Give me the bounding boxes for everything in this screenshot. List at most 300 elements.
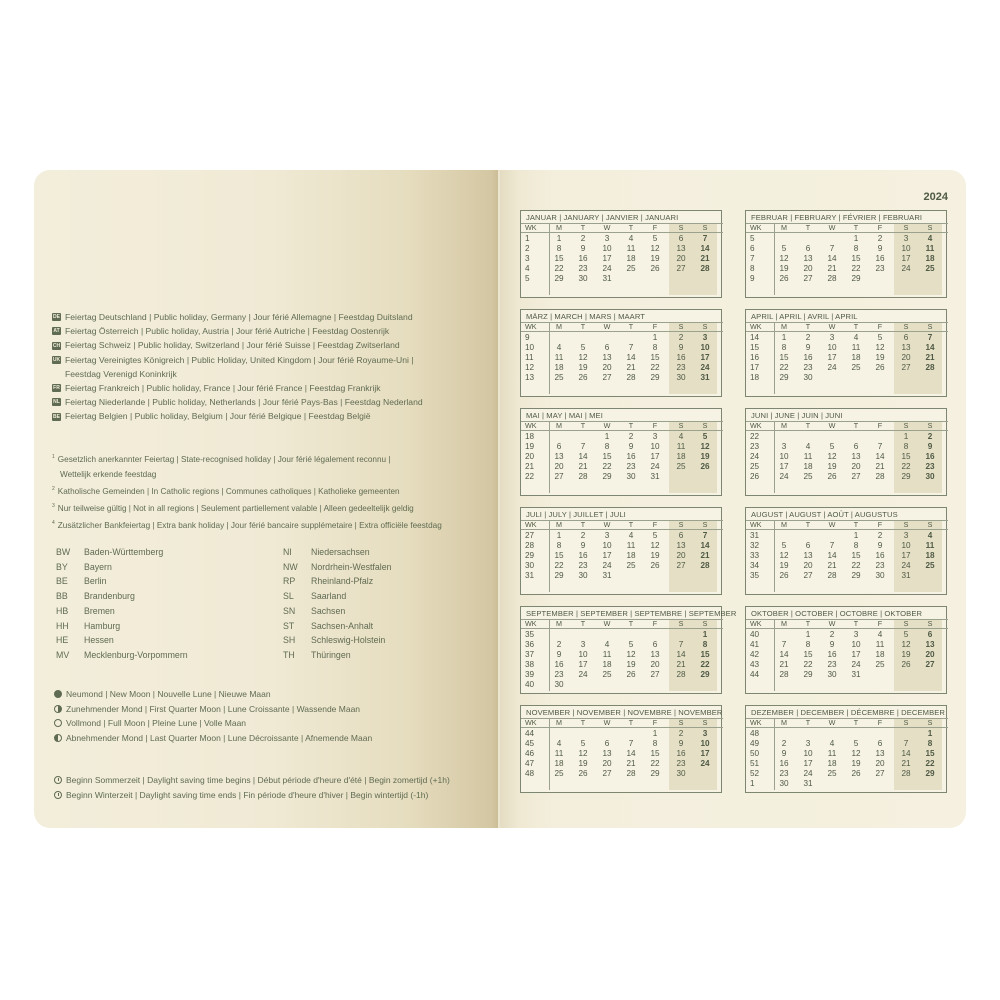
day-cell: 27 [650,670,660,679]
day-cell: 15 [700,650,710,659]
day-cell: 21 [779,660,789,669]
weekday-header: M [781,619,787,628]
day-cell: 26 [779,274,789,283]
clock-icon [54,776,62,784]
week-number: 40 [750,630,760,639]
weekday-header: M [781,421,787,430]
day-cell: 14 [578,452,588,461]
day-cell: 22 [650,363,660,372]
month-calendar [745,309,947,397]
week-number: 24 [750,452,760,461]
day-cell: 9 [556,650,562,659]
day-cell: 18 [554,363,564,372]
day-cell: 15 [650,353,660,362]
footnote-mark: 2 [52,486,55,492]
day-cell: 12 [875,343,885,352]
day-cell: 31 [851,670,861,679]
day-cell: 19 [779,264,789,273]
day-cell: 23 [676,759,686,768]
flag-icon: CH [52,342,61,349]
weekday-header: M [781,322,787,331]
day-cell: 7 [877,442,883,451]
day-cell: 24 [803,769,813,778]
state-row [56,648,276,663]
day-cell: 5 [903,630,909,639]
weekday-header: T [853,223,859,232]
day-cell: 10 [700,739,710,748]
day-cell: 12 [626,650,636,659]
weekday-header: T [628,520,634,529]
weekday-header: WK [525,718,537,727]
weekday-header: F [652,421,658,430]
day-cell: 5 [580,739,586,748]
week-number: 49 [750,739,760,748]
moon-phase-text: Vollmond | Full Moon | Pleine Lune | Volle Maan [66,718,247,729]
day-cell: 22 [554,561,564,570]
day-cell: 4 [678,432,684,441]
day-cell: 28 [626,373,636,382]
week-number: 38 [525,660,535,669]
state-row [56,560,276,575]
day-cell: 20 [851,462,861,471]
dst-text: Beginn Sommerzeit | Daylight saving time begins | Début période d'heure d'été | Begin zomertijd (+1h) [66,775,450,785]
states-right-column [283,545,503,663]
holiday-legend-text: Feiertag Deutschland | Public holiday, Germany | Jour férié Allemagne | Feestdag Duitsland [65,312,413,322]
month-title: MÄRZ | MARCH | MARS | MAART [526,312,646,321]
weekday-header: T [853,421,859,430]
week-number: 31 [750,531,760,540]
moon-phase-text: Abnehmender Mond | Last Quarter Moon | Lune Décroissante | Afnemende Maan [66,732,373,743]
week-number: 25 [750,462,760,471]
day-cell: 29 [901,472,911,481]
day-cell: 19 [851,759,861,768]
weekday-header: T [580,421,586,430]
day-cell: 2 [678,333,684,342]
day-cell: 26 [851,769,861,778]
week-number: 7 [750,254,755,263]
day-cell: 10 [650,442,660,451]
day-cell: 5 [829,442,835,451]
day-cell: 1 [702,630,708,639]
day-cell: 1 [652,729,658,738]
day-cell: 21 [827,561,837,570]
state-code: SL [283,591,294,602]
day-cell: 25 [851,363,861,372]
day-cell: 22 [602,462,612,471]
day-cell: 26 [578,373,588,382]
month-title: JUNI | JUNE | JUIN | JUNI [751,411,843,420]
day-cell: 28 [578,472,588,481]
moon-phase-item [54,687,372,702]
flag-icon: FR [53,385,60,392]
week-number: 2 [525,244,530,253]
day-cell: 23 [626,462,636,471]
weekday-header: T [580,619,586,628]
day-cell: 30 [578,571,588,580]
weekday-header: F [652,619,658,628]
state-name: Sachsen [311,605,346,616]
weekday-header: M [556,718,562,727]
day-cell: 28 [626,769,636,778]
day-cell: 15 [554,254,564,263]
state-code: BB [56,591,68,602]
weekday-header: T [805,223,811,232]
state-row [283,574,503,589]
day-cell: 13 [676,541,686,550]
dst-item [54,788,450,803]
weekday-header: M [781,718,787,727]
new-moon-icon [54,690,62,698]
day-cell: 5 [781,541,787,550]
day-cell: 10 [901,541,911,550]
day-cell: 17 [901,551,911,560]
dst-text: Beginn Winterzeit | Daylight saving time ends | Fin période d'heure d'hiver | Begin wintertijd (-1h) [66,789,429,800]
day-cell: 7 [781,640,787,649]
state-name: Schleswig-Holstein [311,635,386,646]
day-cell: 30 [676,769,686,778]
day-cell: 1 [853,531,859,540]
moon-phase-item [54,731,372,746]
day-cell: 10 [851,640,861,649]
state-name: Brandenburg [84,591,135,602]
weekday-header: T [853,718,859,727]
weekday-header: F [877,718,883,727]
day-cell: 13 [803,551,813,560]
holiday-legend-item [52,353,423,367]
weekday-header: S [678,520,684,529]
month-title: AUGUST | AUGUST | AOÛT | AUGUSTUS [751,510,898,519]
day-cell: 11 [803,452,813,461]
weekday-header: F [877,322,883,331]
weekday-header: T [805,619,811,628]
day-cell: 1 [556,234,562,243]
day-cell: 2 [877,234,883,243]
day-cell: 7 [927,333,933,342]
day-cell: 21 [626,363,636,372]
day-cell: 25 [602,670,612,679]
day-cell: 20 [554,462,564,471]
weekday-header: W [828,322,836,331]
day-cell: 11 [925,541,935,550]
weekday-header: T [628,322,634,331]
weekday-header: WK [525,619,537,628]
day-cell: 2 [781,739,787,748]
day-cell: 2 [556,640,562,649]
flag-icon: UK [52,356,61,363]
day-cell: 1 [853,234,859,243]
weekday-header: T [628,223,634,232]
year-label: 2024 [923,191,948,203]
state-code: BE [56,576,68,587]
weekday-header: WK [750,322,762,331]
weekday-header: WK [750,619,762,628]
state-name: Bremen [84,605,115,616]
day-cell: 12 [851,749,861,758]
state-row [56,633,276,648]
day-cell: 7 [829,244,835,253]
week-number: 9 [750,274,755,283]
footnote [52,482,442,499]
week-number: 13 [525,373,535,382]
day-cell: 9 [877,244,883,253]
week-number: 40 [525,680,535,689]
day-cell: 28 [700,264,710,273]
holiday-legend-text: Feiertag Belgien | Public holiday, Belgium | Jour férié Belgique | Feestdag België [65,411,371,422]
day-cell: 19 [901,650,911,659]
week-number: 5 [525,274,530,283]
day-cell: 20 [803,561,813,570]
day-cell: 15 [602,452,612,461]
weekday-header: S [927,223,933,232]
day-cell: 24 [901,561,911,570]
week-number: 3 [525,254,530,263]
day-cell: 9 [829,640,835,649]
day-cell: 25 [925,264,935,273]
footnote [52,499,442,516]
week-number: 44 [525,729,535,738]
day-cell: 1 [805,630,811,639]
day-cell: 13 [676,244,686,253]
day-cell: 27 [676,264,686,273]
weekday-header: S [903,322,909,331]
day-cell: 4 [805,442,811,451]
day-cell: 14 [779,650,789,659]
day-cell: 21 [827,264,837,273]
day-cell: 16 [578,254,588,263]
month-title: JULI | JULY | JUILLET | JULI [526,510,626,519]
day-cell: 23 [578,561,588,570]
day-cell: 17 [779,462,789,471]
day-cell: 22 [779,363,789,372]
day-cell: 2 [580,531,586,540]
weekday-header: T [580,223,586,232]
day-cell: 10 [602,244,612,253]
states-left-column [56,545,276,663]
day-cell: 20 [925,650,935,659]
day-cell: 14 [700,541,710,550]
day-cell: 27 [676,561,686,570]
day-cell: 26 [827,472,837,481]
holiday-legend-item [52,395,423,409]
day-cell: 20 [803,264,813,273]
planner-spread [34,170,966,828]
day-cell: 1 [903,432,909,441]
day-cell: 12 [827,452,837,461]
day-cell: 13 [602,353,612,362]
day-cell: 21 [626,759,636,768]
day-cell: 5 [781,244,787,253]
day-cell: 30 [676,373,686,382]
day-cell: 6 [927,630,933,639]
weekday-header: WK [750,223,762,232]
flag-icon: DE [53,314,60,321]
day-cell: 28 [700,561,710,570]
day-cell: 6 [678,531,684,540]
weekday-header: T [628,718,634,727]
day-cell: 6 [877,739,883,748]
week-number: 36 [525,640,535,649]
weekday-header: W [603,322,611,331]
month-title: SEPTEMBER | SEPTEMBER | SEPTEMBRE | SEPTEMBER [526,609,737,618]
day-cell: 10 [803,749,813,758]
week-number: 4 [525,264,530,273]
moon-phase-text: Neumond | New Moon | Nouvelle Lune | Nieuwe Maan [66,689,271,699]
weekday-header: WK [525,322,537,331]
week-number: 33 [750,551,760,560]
day-cell: 6 [805,244,811,253]
day-cell: 25 [925,561,935,570]
day-cell: 24 [851,660,861,669]
weekday-header: S [678,619,684,628]
day-cell: 12 [650,541,660,550]
week-number: 34 [750,561,760,570]
day-cell: 27 [803,571,813,580]
day-cell: 11 [602,650,612,659]
day-cell: 25 [875,660,885,669]
holiday-legend-item [52,324,423,338]
day-cell: 5 [628,640,634,649]
day-cell: 18 [554,759,564,768]
footnote-text: Nur teilweise gültig | Not in all regions | Seulement partiellement valable | Alleen gedeeltelijk geldig [57,504,414,513]
day-cell: 31 [803,779,813,788]
week-number: 28 [525,541,535,550]
day-cell: 4 [556,739,562,748]
day-cell: 14 [827,254,837,263]
holiday-legend-text: Feiertag Schweiz | Public holiday, Switzerland | Jour férié Suisse | Feestdag Zwitserland [65,340,400,351]
day-cell: 20 [676,254,686,263]
day-cell: 8 [702,640,708,649]
day-cell: 3 [853,630,859,639]
day-cell: 6 [604,739,610,748]
holiday-legend-text: Feiertag Niederlande | Public holiday, Netherlands | Jour férié Pays-Bas | Feestdag Nederland [65,397,423,408]
day-cell: 30 [779,779,789,788]
weekday-header: T [805,421,811,430]
day-cell: 7 [702,234,708,243]
day-cell: 29 [554,274,564,283]
footnote-text: Wettelijk erkende feestdag [60,470,157,479]
weekday-header: T [628,619,634,628]
day-cell: 15 [803,650,813,659]
day-cell: 3 [580,640,586,649]
week-number: 50 [750,749,760,758]
state-name: Bayern [84,561,112,572]
month-calendar [745,210,947,298]
weekday-header: F [877,520,883,529]
moon-phase-text: Zunehmender Mond | First Quarter Moon | Lune Croissante | Wassende Maan [66,703,361,714]
day-cell: 6 [652,640,658,649]
day-cell: 14 [626,749,636,758]
day-cell: 23 [925,462,935,471]
week-number: 15 [750,343,760,352]
day-cell: 18 [676,452,686,461]
month-calendar [520,705,722,793]
day-cell: 29 [925,769,935,778]
holiday-legend-text: Feiertag Vereinigtes Königreich | Public Holiday, United Kingdom | Jour férié Royaume-Uni | [65,354,414,365]
day-cell: 2 [927,432,933,441]
day-cell: 26 [901,660,911,669]
weekday-header: T [580,520,586,529]
week-number: 39 [525,670,535,679]
week-number: 43 [750,660,760,669]
weekday-header: T [853,520,859,529]
month-title: APRIL | APRIL | AVRIL | APRIL [751,312,858,321]
weekday-header: S [927,619,933,628]
week-number: 22 [750,432,760,441]
day-cell: 29 [650,373,660,382]
day-cell: 21 [676,660,686,669]
day-cell: 13 [875,749,885,758]
day-cell: 28 [925,363,935,372]
holiday-legend-item [52,338,423,352]
weekday-header: W [603,718,611,727]
day-cell: 22 [554,264,564,273]
day-cell: 12 [700,442,710,451]
state-name: Hamburg [84,620,121,631]
day-cell: 4 [853,333,859,342]
left-page [34,170,500,828]
day-cell: 31 [700,373,710,382]
day-cell: 23 [779,769,789,778]
day-cell: 11 [626,244,636,253]
day-cell: 25 [626,264,636,273]
state-row [283,619,503,634]
day-cell: 26 [650,264,660,273]
week-number: 8 [750,264,755,273]
day-cell: 9 [678,343,684,352]
weekday-header: S [678,223,684,232]
day-cell: 9 [580,244,586,253]
day-cell: 30 [827,670,837,679]
day-cell: 14 [925,343,935,352]
state-code: MV [56,649,70,660]
day-cell: 27 [901,363,911,372]
week-number: 5 [750,234,755,243]
weekday-header: M [556,421,562,430]
day-cell: 16 [578,551,588,560]
day-cell: 29 [803,670,813,679]
day-cell: 28 [827,274,837,283]
footnote [52,450,442,467]
day-cell: 1 [927,729,933,738]
day-cell: 11 [925,244,935,253]
day-cell: 25 [626,561,636,570]
weekday-header: S [927,520,933,529]
state-row [56,604,276,619]
day-cell: 4 [829,739,835,748]
weekday-header: F [877,619,883,628]
state-row [283,545,503,560]
day-cell: 4 [556,343,562,352]
month-calendar [745,507,947,595]
day-cell: 6 [556,442,562,451]
week-number: 26 [750,472,760,481]
day-cell: 19 [875,353,885,362]
day-cell: 17 [650,452,660,461]
day-cell: 13 [650,650,660,659]
day-cell: 21 [700,551,710,560]
day-cell: 16 [554,660,564,669]
state-name: Saarland [311,591,347,602]
day-cell: 8 [927,739,933,748]
day-cell: 3 [903,234,909,243]
day-cell: 26 [779,571,789,580]
weekday-header: S [927,322,933,331]
day-cell: 18 [602,660,612,669]
day-cell: 30 [554,680,564,689]
weekday-header: S [927,421,933,430]
state-row [283,560,503,575]
state-row [56,619,276,634]
